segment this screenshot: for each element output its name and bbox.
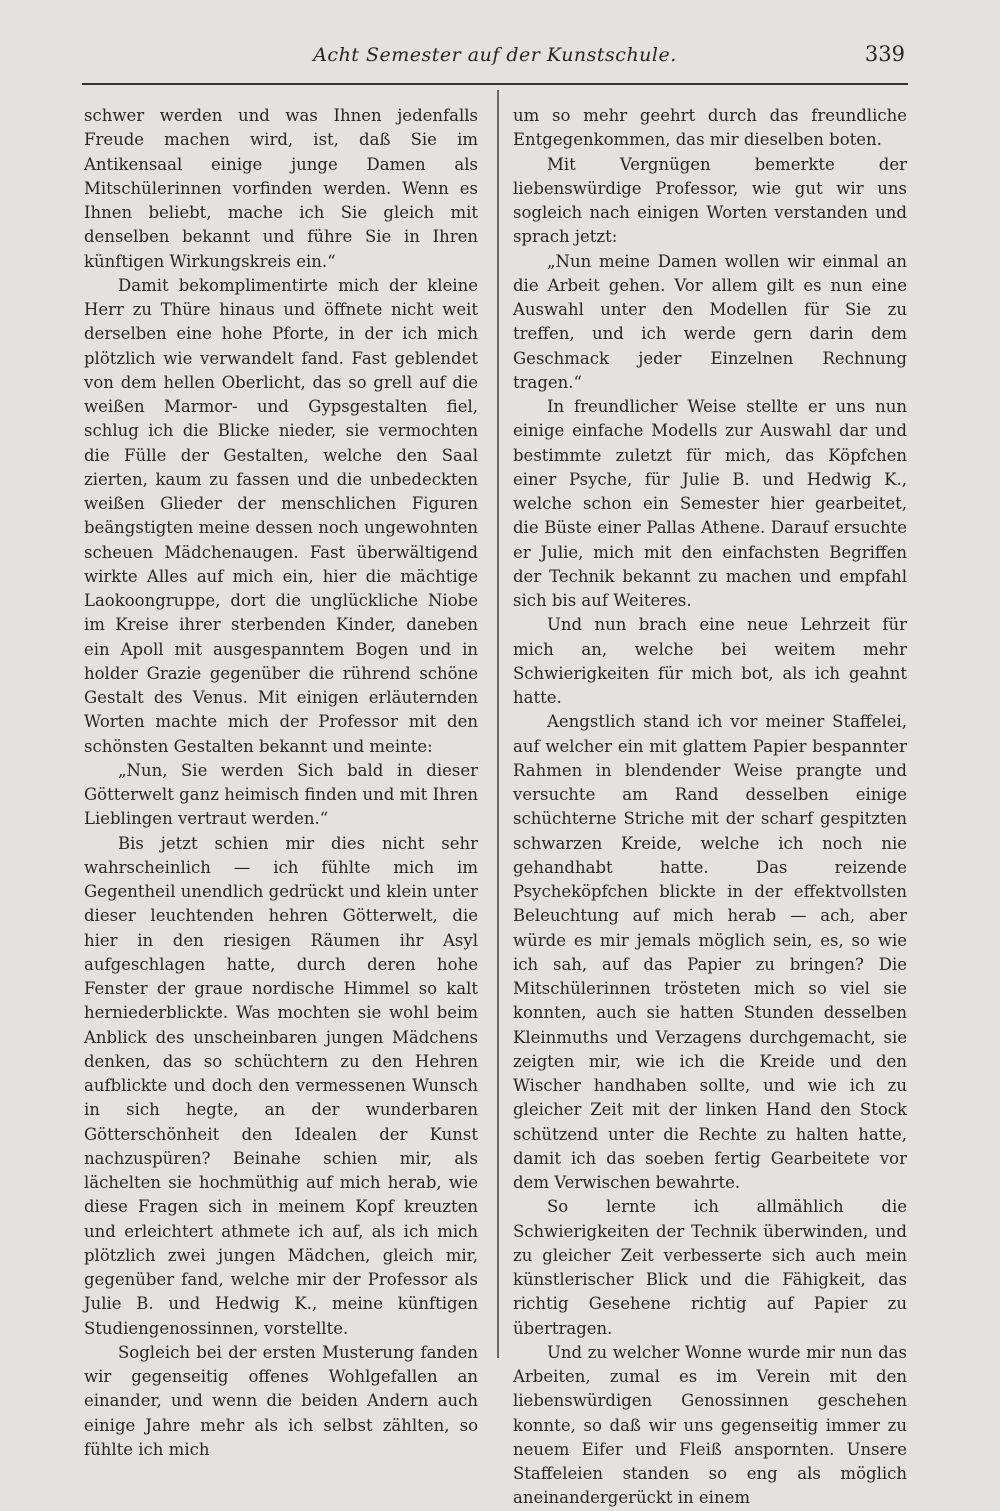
- paragraph: Und nun brach eine neue Lehrzeit für mich an, welche bei weitem mehr Schwierigkeiten für mich bot, als ich geahnt hatte.: [513, 615, 907, 707]
- paragraph: „Nun, Sie werden Sich bald in dieser Götterwelt ganz heimisch finden und mit Ihren Lieblingen vertraut werden.“: [84, 760, 478, 829]
- paragraph: Bis jetzt schien mir dies nicht sehr wahrscheinlich — ich fühlte mich im Gegentheil unendlich gedrückt und klein unter dieser leuchtenden hehren Götterwelt, die hier in den riesigen Räumen ihr Asyl aufgeschlagen hatte, durch deren hohe Fenster der graue nordische Himmel so kalt herniederblickte. Was mochten sie wohl beim Anblick des unscheinbaren jungen Mädchens denken, das so schüchtern zu den Hehren aufblickte und doch den vermessenen Wunsch in sich hegte, an der wunderbaren Götterschönheit den Idealen der Kunst nachzuspüren? Beinahe schien mir, als lächelten sie hochmüthig auf mich herab, wie diese Fragen sich in meinem Kopf kreuzten und erleichtert athmete ich auf, als ich mich plötzlich zwei jungen Mädchen, gleich mir, gegenüber fand, welche mir der Professor als Julie B. und Hedwig K., meine künftigen Studiengenossinnen, vorstellte.: [84, 833, 478, 1338]
- left-column: [84, 104, 478, 1462]
- right-column: [513, 104, 907, 1511]
- paragraph: Aengstlich stand ich vor meiner Staffelei, auf welcher ein mit glattem Papier bespannter Rahmen in blendender Weise prangte und versuchte am Rand desselben einige schüchterne Striche mit der scharf gespitzten schwarzen Kreide, welche ich noch nie gehandhabt hatte. Das reizende Psycheköpfchen blickte in der effektvollsten Beleuchtung auf mich herab — ach, aber würde es mir jemals möglich sein, es, so wie ich sah, auf das Papier zu bringen? Die Mitschülerinnen trösteten mich so viel sie konnten, auch sie hatten Stunden desselben Kleinmuths und Verzagens durchgemacht, sie zeigten mir, wie ich die Kreide und den Wischer handhaben sollte, und wie ich zu gleicher Zeit mit der linken Hand den Stock schützend unter die Rechte zu halten hatte, damit ich das soeben fertig Gearbeitete vor dem Verwischen bewahrte.: [513, 712, 907, 1192]
- paragraph: Damit bekomplimentirte mich der kleine Herr zu Thüre hinaus und öffnete nicht weit derselben eine hohe Pforte, in der ich mich plötzlich wie verwandelt fand. Fast geblendet von dem hellen Oberlicht, das so grell auf die weißen Marmor- und Gypsgestalten fiel, schlug ich die Blicke nieder, sie vermochten die Fülle der Gestalten, welche den Saal zierten, kaum zu fassen und die unbedeckten weißen Glieder der menschlichen Figuren beängstigten meine dessen noch ungewohnten scheuen Mädchenaugen. Fast überwältigend wirkte Alles auf mich ein, hier die mächtige Laokoongruppe, dort die unglückliche Niobe im Kreise ihrer sterbenden Kinder, daneben ein Apoll mit ausgespanntem Bogen und in holder Grazie gegenüber die rührend schöne Gestalt des Venus. Mit einigen erläuternden Worten machte mich der Professor mit den schönsten Gestalten bekannt und meinte:: [84, 275, 478, 756]
- paragraph: Sogleich bei der ersten Musterung fanden wir gegenseitig offenes Wohlgefallen an einander, und wenn die beiden Andern auch einige Jahre mehr als ich selbst zählten, so fühlte ich mich: [84, 1342, 478, 1459]
- column-divider: [497, 90, 499, 1358]
- paragraph: In freundlicher Weise stellte er uns nun einige einfache Modells zur Auswahl dar und bestimmte zuletzt für mich, das Köpfchen einer Psyche, für Julie B. und Hedwig K., welche schon ein Semester hier gearbeitet, die Büste einer Pallas Athene. Darauf ersuchte er Julie, mich mit den einfachsten Begriffen der Technik bekannt zu machen und empfahl sich bis auf Weiteres.: [513, 397, 907, 610]
- header-rule: [82, 83, 908, 85]
- paragraph: Und zu welcher Wonne wurde mir nun das Arbeiten, zumal es im Verein mit den liebenswürdigen Genossinnen geschehen konnte, so daß wir uns gegenseitig immer zu neuem Eifer und Fleiß anspornten. Unsere Staffeleien standen so eng als möglich aneinandergerückt in einem: [513, 1342, 907, 1508]
- paragraph: Mit Vergnügen bemerkte der liebenswürdige Professor, wie gut wir uns sogleich nach einigen Worten verstanden und sprach jetzt:: [513, 154, 907, 247]
- running-head: [85, 38, 905, 78]
- paragraph: So lernte ich allmählich die Schwierigkeiten der Technik überwinden, und zu gleicher Zeit verbesserte sich auch mein künstlerischer Blick und die Fähigkeit, das richtig Gesehene richtig auf Papier zu übertragen.: [513, 1197, 907, 1338]
- page-number: 339: [864, 42, 905, 66]
- running-title: Acht Semester auf der Kunstschule.: [313, 44, 677, 66]
- paragraph: um so mehr geehrt durch das freundliche Entgegenkommen, das mir dieselben boten.: [513, 106, 907, 150]
- paragraph: „Nun meine Damen wollen wir einmal an die Arbeit gehen. Vor allem gilt es nun eine Auswahl unter den Modellen für Sie zu treffen, und ich werde gern darin dem Geschmack jeder Einzelnen Rechnung tragen.“: [513, 251, 907, 392]
- paragraph: schwer werden und was Ihnen jedenfalls Freude machen wird, ist, daß Sie im Antikensaal einige junge Damen als Mitschülerinnen vorfinden werden. Wenn es Ihnen beliebt, mache ich Sie gleich mit denselben bekannt und führe Sie in Ihren künftigen Wirkungskreis ein.“: [84, 106, 478, 271]
